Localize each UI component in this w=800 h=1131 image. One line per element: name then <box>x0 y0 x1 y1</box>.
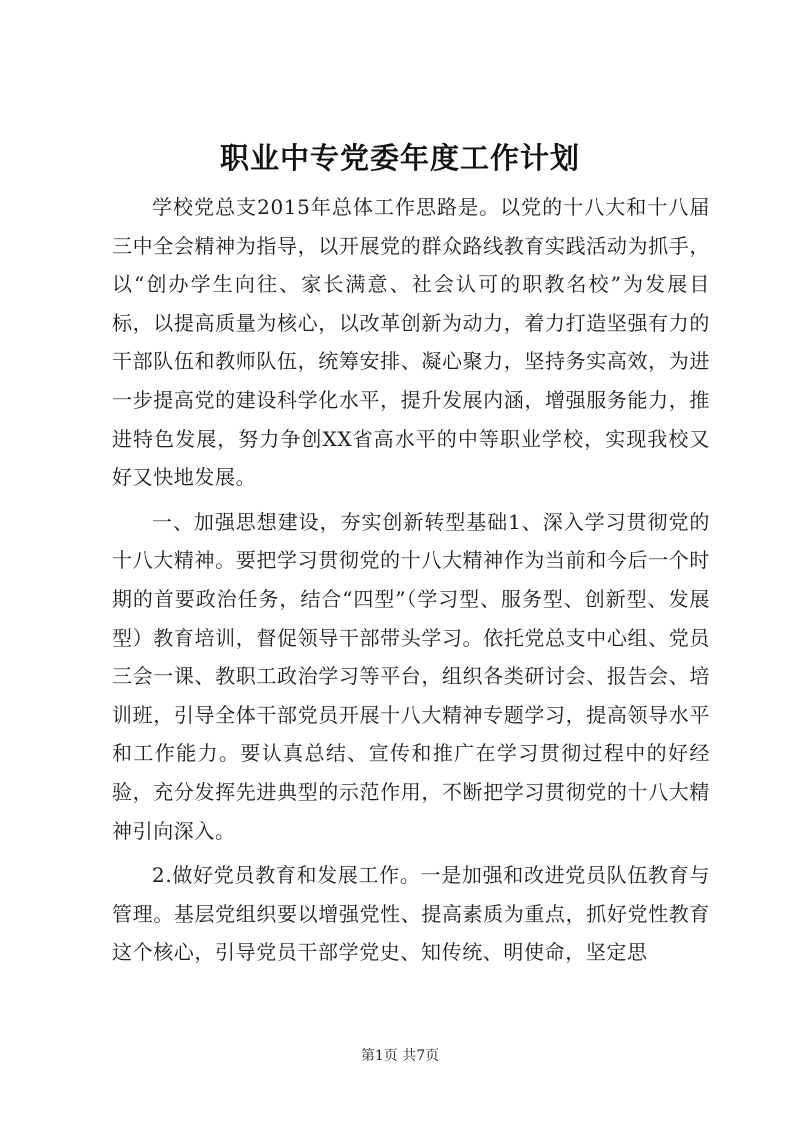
paragraph-ideological-building: 一、加强思想建设，夯实创新转型基础1、深入学习贯彻党的十八大精神。要把学习贯彻党的十八大精神作为当前和今后一个时期的首要政治任务，结合“四型”（学习型、服务型、创新型、发展型）教育培训，督促领导干部带头学习。依托党总支中心组、党员三会一课、教职工政治学习等平台，组织各类研讨会、报告会、培训班，引导全体干部党员开展十八大精神专题学习，提高领导水平和工作能力。要认真总结、宣传和推广在学习贯彻过程中的好经验，充分发挥先进典型的示范作用，不断把学习贯彻党的十八大精神引向深入。 <box>112 509 710 843</box>
document-body <box>112 188 710 972</box>
page-number-footer: 第1页 共7页 <box>360 1048 440 1064</box>
paragraph-party-member-education: 2.做好党员教育和发展工作。一是加强和改进党员队伍教育与管理。基层党组织要以增强党性、提高素质为重点，抓好党性教育这个核心，引导党员干部学党史、知传统、明使命，坚定思 <box>112 863 710 965</box>
paragraph-work-plan-overview: 学校党总支2015年总体工作思路是。以党的十八大和十八届三中全会精神为指导，以开展党的群众路线教育实践活动为抓手，以“创办学生向往、家长满意、社会认可的职教名校”为发展目标，以提高质量为核心，以改革创新为动力，着力打造坚强有力的干部队伍和教师队伍，统筹安排、凝心聚力，坚持务实高效，为进一步提高党的建设科学化水平，提升发展内涵，增强服务能力，推进特色发展，努力争创XX省高水平的中等职业学校，实现我校又好又快地发展。 <box>112 195 710 490</box>
document-title: 职业中专党委年度工作计划 <box>219 141 580 175</box>
